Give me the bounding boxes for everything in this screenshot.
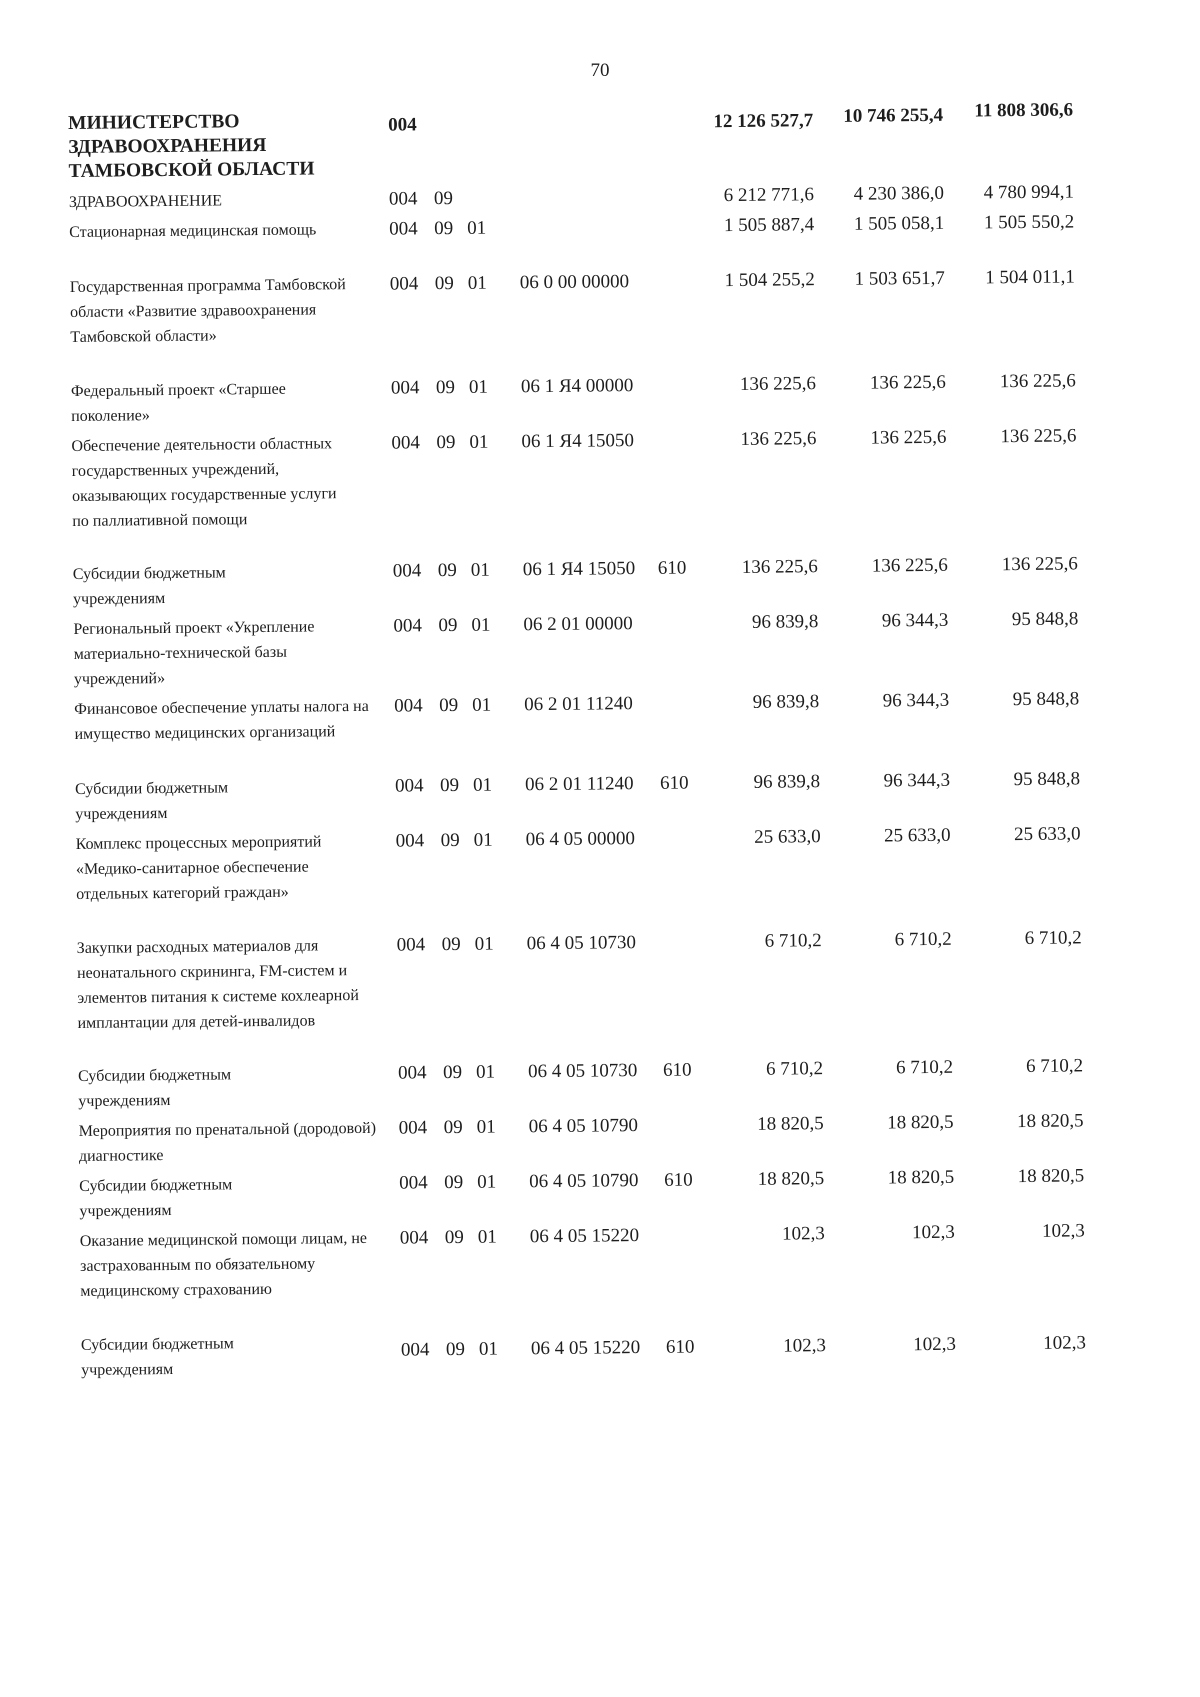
amount-year-2: 1 503 651,7	[854, 267, 945, 290]
target-article-code: 06 4 05 10730	[527, 1060, 638, 1083]
table-row	[80, 1218, 1171, 1333]
table-row	[76, 821, 1167, 936]
amount-year-1: 136 225,6	[741, 556, 818, 578]
amount-year-2: 1 505 058,1	[853, 212, 945, 235]
row-name: Государственная программа Тамбовской области «Развитие здравоохранения Тамбовской области»	[69, 276, 346, 346]
subsection-code: 01	[474, 933, 494, 955]
section-code: 09	[441, 933, 461, 956]
row-name: Региональный проект «Укрепление материально-технической базы учреждений»	[73, 618, 315, 688]
row-name: Стационарная медицинская помощь	[69, 221, 317, 241]
amount-year-3: 102,3	[1041, 1220, 1085, 1242]
subsection-code: 01	[478, 1338, 499, 1360]
amount-year-2: 10 746 255,4	[843, 104, 944, 127]
section-code: 09	[434, 272, 454, 295]
ministry-code: 004	[394, 695, 423, 717]
amount-year-2: 18 820,5	[887, 1166, 955, 1189]
row-name: Оказание медицинской помощи лицам, не застрахованным по обязательному медицинскому страхованию	[79, 1229, 368, 1300]
ministry-code: 004	[393, 615, 423, 637]
row-name: Финансовое обеспечение уплаты налога на имущество медицинских организаций	[74, 697, 369, 743]
ministry-code: 004	[388, 114, 417, 136]
target-article-code: 06 4 05 15220	[529, 1225, 640, 1248]
table-row	[70, 264, 1161, 379]
section-code: 09	[444, 1171, 464, 1194]
amount-year-1: 102,3	[783, 1335, 827, 1357]
table-row	[73, 606, 1164, 697]
amount-year-3: 95 848,8	[1011, 608, 1079, 631]
section-code: 09	[434, 217, 454, 240]
ministry-code: 004	[391, 432, 421, 454]
amount-year-1: 1 504 255,2	[724, 269, 815, 292]
amount-year-1: 25 633,0	[754, 826, 821, 848]
amount-year-2: 96 344,3	[882, 689, 950, 712]
row-name: Обеспечение деятельности областных государственных учреждений, оказывающих государственные услуги по паллиативной помощи	[71, 435, 337, 530]
amount-year-2: 6 710,2	[895, 1056, 954, 1079]
target-article-code: 06 0 00 00000	[519, 271, 630, 294]
amount-year-1: 102,3	[781, 1223, 825, 1245]
ministry-code: 004	[396, 934, 426, 956]
subsection-code: 01	[476, 1116, 496, 1138]
section-code: 09	[437, 559, 457, 582]
row-name: Закупки расходных материалов для неонатального скрининга, FM-систем и элементов питания к системе кохлеарной имплантации для детей-инвалидов	[76, 937, 359, 1032]
amount-year-2: 96 344,3	[881, 609, 949, 632]
subsection-code: 01	[469, 431, 489, 453]
subsection-code: 01	[470, 559, 490, 581]
row-name: Субсидии бюджетным учреждениям	[80, 1335, 234, 1379]
amount-year-3: 6 710,2	[1024, 927, 1082, 950]
amount-year-1: 12 126 527,7	[713, 110, 814, 133]
amount-year-1: 136 225,6	[739, 373, 816, 395]
subsection-code: 01	[477, 1226, 497, 1248]
section-code: 09	[440, 829, 460, 852]
target-article-code: 06 4 05 10790	[529, 1170, 639, 1193]
amount-year-1: 6 710,2	[764, 930, 822, 952]
target-article-code: 06 4 05 10790	[528, 1115, 639, 1138]
target-article-code: 06 2 01 00000	[523, 613, 633, 636]
amount-year-3: 136 225,6	[1001, 553, 1078, 576]
section-code: 09	[433, 187, 454, 210]
amount-year-3: 95 848,8	[1012, 688, 1080, 711]
amount-year-3: 136 225,6	[1000, 425, 1077, 448]
row-name: Субсидии бюджетным учреждениям	[79, 1176, 233, 1220]
ministry-code: 004	[394, 775, 424, 797]
row-name: Субсидии бюджетным учреждениям	[78, 1066, 232, 1110]
ministry-code: 004	[395, 830, 425, 852]
amount-year-3: 136 225,6	[999, 370, 1076, 393]
amount-year-3: 18 820,5	[1017, 1165, 1085, 1188]
subsection-code: 01	[472, 694, 492, 716]
amount-year-2: 4 230 386,0	[853, 182, 945, 205]
amount-year-3: 11 808 306,6	[974, 99, 1074, 122]
subsection-code: 01	[467, 272, 487, 294]
amount-year-1: 18 820,5	[757, 1168, 825, 1190]
amount-year-3: 4 780 994,1	[983, 181, 1075, 204]
section-code: 09	[439, 774, 460, 797]
section-code: 09	[445, 1338, 466, 1361]
target-article-code: 06 2 01 11240	[524, 773, 634, 796]
ministry-code: 004	[392, 560, 422, 582]
subsection-code: 01	[475, 1061, 496, 1083]
amount-year-2: 6 710,2	[894, 928, 952, 951]
amount-year-2: 18 820,5	[887, 1111, 954, 1134]
subsection-code: 01	[471, 614, 491, 636]
amount-year-1: 1 505 887,4	[723, 214, 815, 237]
target-article-code: 06 4 05 00000	[525, 828, 635, 851]
section-code: 09	[443, 1116, 463, 1139]
amount-year-1: 136 225,6	[740, 428, 817, 450]
section-code: 09	[442, 1061, 463, 1084]
target-article-code: 06 1 Я4 15050	[522, 558, 636, 581]
ministry-code: 004	[389, 273, 419, 295]
target-article-code: 06 1 Я4 00000	[520, 375, 634, 398]
subsection-code: 01	[477, 1171, 497, 1193]
page-number: 70	[590, 60, 610, 81]
expense-type-code: 610	[659, 772, 689, 794]
section-code: 09	[436, 431, 456, 454]
amount-year-2: 136 225,6	[870, 426, 947, 449]
table-row	[81, 1322, 1172, 1388]
row-name: Федеральный проект «Старшее поколение»	[70, 380, 286, 425]
amount-year-3: 25 633,0	[1014, 823, 1081, 846]
expense-type-code: 610	[664, 1169, 693, 1191]
row-name: МИНИСТЕРСТВО ЗДРАВООХРАНЕНИЯ ТАМБОВСКОЙ ОБЛАСТИ	[68, 111, 315, 182]
amount-year-3: 6 710,2	[1025, 1055, 1084, 1078]
section-code: 09	[438, 614, 458, 637]
amount-year-3: 95 848,8	[1013, 768, 1081, 791]
amount-year-1: 96 839,8	[753, 771, 821, 793]
row-name: Мероприятия по пренатальной (дородовой) диагностике	[78, 1119, 377, 1165]
amount-year-2: 136 225,6	[871, 554, 948, 577]
amount-year-3: 1 504 011,1	[985, 266, 1075, 289]
amount-year-2: 96 344,3	[883, 769, 951, 792]
expense-type-code: 610	[665, 1336, 695, 1358]
amount-year-1: 96 839,8	[752, 691, 820, 713]
ministry-code: 004	[398, 1117, 428, 1139]
table-row	[74, 686, 1165, 777]
row-name: Субсидии бюджетным учреждениям	[75, 779, 229, 823]
ministry-code: 004	[390, 377, 420, 399]
table-row	[68, 101, 1159, 190]
expense-type-code: 610	[657, 557, 687, 579]
subsection-code: 01	[467, 217, 487, 239]
amount-year-2: 102,3	[911, 1221, 955, 1244]
amount-year-3: 1 505 550,2	[983, 211, 1075, 234]
section-code: 09	[435, 376, 456, 399]
ministry-code: 004	[399, 1227, 429, 1249]
ministry-code: 004	[399, 1172, 428, 1194]
ministry-code: 004	[397, 1062, 427, 1084]
section-code: 09	[444, 1226, 464, 1249]
ministry-code: 004	[400, 1339, 430, 1361]
amount-year-3: 18 820,5	[1017, 1110, 1084, 1133]
target-article-code: 06 1 Я4 15050	[521, 430, 635, 453]
target-article-code: 06 4 05 10730	[526, 932, 637, 955]
expense-type-code: 610	[662, 1059, 692, 1081]
amount-year-1: 6 212 771,6	[723, 184, 815, 207]
subsection-code: 01	[472, 774, 493, 796]
section-code: 09	[439, 694, 459, 717]
target-article-code: 06 2 01 11240	[524, 693, 633, 716]
subsection-code: 01	[473, 829, 493, 851]
target-article-code: 06 4 05 15220	[530, 1337, 641, 1360]
ministry-code: 004	[388, 188, 418, 210]
amount-year-1: 96 839,8	[751, 611, 819, 633]
table-row	[77, 925, 1168, 1064]
amount-year-2: 25 633,0	[884, 824, 951, 847]
amount-year-1: 18 820,5	[757, 1113, 824, 1135]
amount-year-2: 102,3	[913, 1333, 957, 1356]
amount-year-3: 102,3	[1043, 1332, 1087, 1354]
ministry-code: 004	[389, 218, 418, 240]
table-row	[71, 423, 1162, 562]
amount-year-2: 136 225,6	[869, 371, 946, 394]
subsection-code: 01	[468, 376, 489, 398]
budget-table	[68, 101, 1171, 1388]
row-name: ЗДРАВООХРАНЕНИЕ	[68, 192, 223, 211]
row-name: Комплекс процессных мероприятий «Медико-санитарное обеспечение отдельных категорий граждан»	[75, 833, 322, 903]
row-name: Субсидии бюджетным учреждениям	[72, 564, 226, 608]
amount-year-1: 6 710,2	[765, 1058, 824, 1080]
